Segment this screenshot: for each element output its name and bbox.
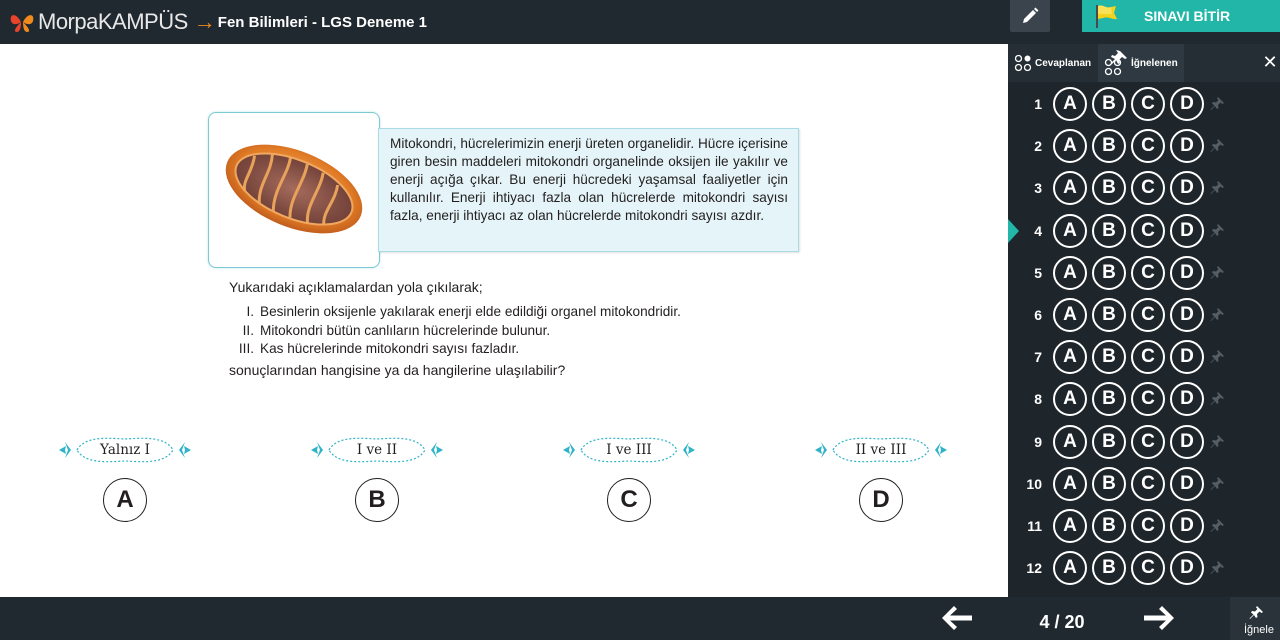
pin-row-icon[interactable] xyxy=(1210,350,1224,364)
brand-logo[interactable] xyxy=(8,9,427,35)
answer-sheet-row xyxy=(1008,125,1280,167)
option-bubble-c[interactable]: C xyxy=(1131,256,1165,290)
question-number[interactable]: 11 xyxy=(1027,518,1042,534)
choice-text: I ve III xyxy=(606,442,652,458)
question-number[interactable]: 1 xyxy=(1034,96,1042,112)
close-panel-button[interactable]: ✕ xyxy=(1262,52,1278,72)
pin-row-icon[interactable] xyxy=(1210,519,1224,533)
option-bubble-b[interactable]: B xyxy=(1092,256,1126,290)
exam-title: Fen Bilimleri - LGS Deneme 1 xyxy=(217,13,428,31)
option-bubble-a[interactable]: A xyxy=(1053,509,1087,543)
answer-sheet-row xyxy=(1008,378,1280,420)
answer-sheet-row xyxy=(1008,252,1280,294)
tab-pinned-label: İğnelenen xyxy=(1131,57,1178,69)
option-bubble-b[interactable]: B xyxy=(1092,340,1126,374)
option-bubble-c[interactable]: C xyxy=(1131,382,1165,416)
pin-question-label: İğnele xyxy=(1244,624,1274,636)
option-bubble-d[interactable]: D xyxy=(1170,340,1204,374)
pin-row-icon[interactable] xyxy=(1210,181,1224,195)
answered-dots-icon xyxy=(1014,54,1032,72)
answer-choice-a[interactable] xyxy=(57,432,193,522)
answer-sheet-row xyxy=(1008,167,1280,209)
finish-exam-label: SINAVI BİTİR xyxy=(1144,8,1231,24)
statement-text: Mitokondri bütün canlıların hücrelerinde bulunur. xyxy=(260,322,551,338)
answer-sheet-row xyxy=(1008,463,1280,505)
answer-sheet-row xyxy=(1008,210,1280,252)
answer-choice-d[interactable] xyxy=(813,432,949,522)
flag-icon xyxy=(1092,2,1120,30)
choice-letter[interactable]: C xyxy=(607,478,651,522)
statement-item xyxy=(232,303,681,322)
pin-row-icon[interactable] xyxy=(1210,97,1224,111)
question-stem: Yukarıdaki açıklamalardan yola çıkılarak; xyxy=(229,279,483,295)
answer-sheet-row xyxy=(1008,83,1280,125)
answer-sheet-row xyxy=(1008,294,1280,336)
option-bubble-d[interactable]: D xyxy=(1170,509,1204,543)
statement-text: Besinlerin oksijenle yakılarak enerji elde edildiği organel mitokondridir. xyxy=(260,304,681,319)
tab-answered-label: Cevaplanan xyxy=(1035,57,1092,69)
option-bubble-b[interactable]: B xyxy=(1092,551,1126,585)
pin-row-icon[interactable] xyxy=(1210,266,1224,280)
option-bubble-b[interactable]: B xyxy=(1092,129,1126,163)
question-number[interactable]: 3 xyxy=(1034,180,1042,197)
option-bubble-b[interactable]: B xyxy=(1092,509,1126,543)
answer-choice-b[interactable] xyxy=(309,432,445,522)
question-number[interactable]: 6 xyxy=(1034,307,1042,323)
option-bubble-c[interactable]: C xyxy=(1131,171,1165,205)
option-bubble-a[interactable]: A xyxy=(1053,467,1087,501)
option-bubble-b[interactable]: B xyxy=(1092,214,1126,248)
pin-question-button[interactable] xyxy=(1230,597,1280,640)
answer-sheet-row xyxy=(1008,505,1280,547)
answer-sheet-panel xyxy=(1008,44,1280,597)
finish-exam-button[interactable] xyxy=(1082,0,1280,32)
option-bubble-d[interactable]: D xyxy=(1170,87,1204,121)
pinned-dots-icon xyxy=(1104,50,1128,76)
statement-number: II. xyxy=(242,322,254,338)
option-bubble-b[interactable]: B xyxy=(1092,298,1126,332)
answer-sheet-tabs xyxy=(1008,44,1280,82)
answer-sheet-row xyxy=(1008,547,1280,589)
option-bubble-a[interactable]: A xyxy=(1053,382,1087,416)
option-bubble-a[interactable]: A xyxy=(1053,340,1087,374)
option-bubble-c[interactable]: C xyxy=(1131,425,1165,459)
pin-row-icon[interactable] xyxy=(1210,477,1224,491)
answer-sheet-row xyxy=(1008,421,1280,463)
mitochondria-image-frame xyxy=(208,112,380,268)
pin-row-icon[interactable] xyxy=(1210,392,1224,406)
statement-number: I. xyxy=(246,304,254,319)
option-bubble-b[interactable]: B xyxy=(1092,382,1126,416)
option-bubble-a[interactable]: A xyxy=(1053,87,1087,121)
choice-text: I ve II xyxy=(356,442,398,458)
option-bubble-c[interactable]: C xyxy=(1131,298,1165,332)
question-number[interactable]: 5 xyxy=(1034,264,1042,281)
choice-text: Yalnız I xyxy=(100,442,150,458)
mitochondria-illustration xyxy=(209,113,379,267)
option-bubble-a[interactable]: A xyxy=(1053,551,1087,585)
info-text-box: Mitokondri, hücrelerimizin enerji üreten organelidir. Hücre içerisine giren besin maddeleri mitokondri organelinde oksijen ile yakılır ve enerji açığa çıkar. Bu enerji hücredeki yaşamsal faaliyetler için kullanılır. Enerji ihtiyacı fazla olan hücrelerde mitokondri sayısı fazla, enerji ihtiyacı az olan hücrelerde mitokondri sayısı azdır. xyxy=(378,128,799,252)
draw-tool-button[interactable] xyxy=(1010,0,1050,32)
option-bubble-b[interactable]: B xyxy=(1092,87,1126,121)
choice-letter[interactable]: B xyxy=(355,478,399,522)
statement-list xyxy=(232,303,681,359)
option-bubble-b[interactable]: B xyxy=(1092,171,1126,205)
statement-text: Kas hücrelerinde mitokondri sayısı fazladır. xyxy=(260,341,520,356)
option-bubble-c[interactable]: C xyxy=(1131,129,1165,163)
option-bubble-c[interactable]: C xyxy=(1131,551,1165,585)
question-prompt: sonuçlarından hangisine ya da hangilerine ulaşılabilir? xyxy=(229,362,566,378)
option-bubble-c[interactable]: C xyxy=(1131,87,1165,121)
option-bubble-b[interactable]: B xyxy=(1092,425,1126,459)
option-bubble-a[interactable]: A xyxy=(1053,214,1087,248)
pin-row-icon[interactable] xyxy=(1210,435,1224,449)
option-bubble-c[interactable]: C xyxy=(1131,340,1165,374)
question-number[interactable]: 10 xyxy=(1026,475,1042,492)
next-question-button[interactable] xyxy=(1142,603,1176,633)
question-number[interactable]: 2 xyxy=(1034,138,1042,155)
option-bubble-c[interactable]: C xyxy=(1131,214,1165,248)
question-number[interactable]: 7 xyxy=(1034,349,1042,366)
brand-name: MorpaKAMPÜS xyxy=(38,9,188,34)
option-bubble-d[interactable]: D xyxy=(1170,382,1204,416)
option-bubble-a[interactable]: A xyxy=(1053,129,1087,163)
question-number[interactable]: 12 xyxy=(1026,560,1042,577)
pin-row-icon[interactable] xyxy=(1210,139,1224,153)
option-bubble-d[interactable]: D xyxy=(1170,256,1204,290)
statement-number: III. xyxy=(238,341,254,356)
pin-row-icon[interactable] xyxy=(1210,308,1224,322)
option-bubble-b[interactable]: B xyxy=(1092,467,1126,501)
pencil-icon xyxy=(1020,6,1040,26)
option-bubble-a[interactable]: A xyxy=(1053,256,1087,290)
top-bar xyxy=(0,0,1280,44)
bottom-bar xyxy=(0,597,1280,640)
option-bubble-a[interactable]: A xyxy=(1053,298,1087,332)
pin-icon xyxy=(1249,606,1263,620)
option-bubble-d[interactable]: D xyxy=(1170,129,1204,163)
option-bubble-d[interactable]: D xyxy=(1170,298,1204,332)
option-bubble-d[interactable]: D xyxy=(1170,214,1204,248)
choice-text: II ve III xyxy=(855,442,907,458)
title-arrow-icon: → xyxy=(193,9,216,34)
answer-sheet-row xyxy=(1008,336,1280,378)
tab-pinned[interactable] xyxy=(1098,44,1184,82)
choice-letter[interactable]: A xyxy=(103,478,147,522)
tab-answered[interactable] xyxy=(1008,44,1096,82)
question-number[interactable]: 8 xyxy=(1034,391,1042,408)
page-indicator: 4 / 20 xyxy=(1039,612,1085,632)
option-bubble-d[interactable]: D xyxy=(1170,467,1204,501)
statement-item xyxy=(232,340,681,359)
pin-row-icon[interactable] xyxy=(1210,561,1224,575)
option-bubble-c[interactable]: C xyxy=(1131,467,1165,501)
pin-row-icon[interactable] xyxy=(1210,224,1224,238)
option-bubble-d[interactable]: D xyxy=(1170,425,1204,459)
option-bubble-a[interactable]: A xyxy=(1053,171,1087,205)
butterfly-logo-icon xyxy=(8,10,36,34)
statement-item xyxy=(232,322,681,341)
option-bubble-d[interactable]: D xyxy=(1170,551,1204,585)
option-bubble-c[interactable]: C xyxy=(1131,509,1165,543)
answer-choice-c[interactable] xyxy=(561,432,697,522)
choice-letter[interactable]: D xyxy=(859,478,903,522)
option-bubble-a[interactable]: A xyxy=(1053,425,1087,459)
question-number[interactable]: 9 xyxy=(1034,433,1042,450)
previous-question-button[interactable] xyxy=(940,603,974,633)
option-bubble-d[interactable]: D xyxy=(1170,171,1204,205)
question-number[interactable]: 4 xyxy=(1034,222,1042,239)
